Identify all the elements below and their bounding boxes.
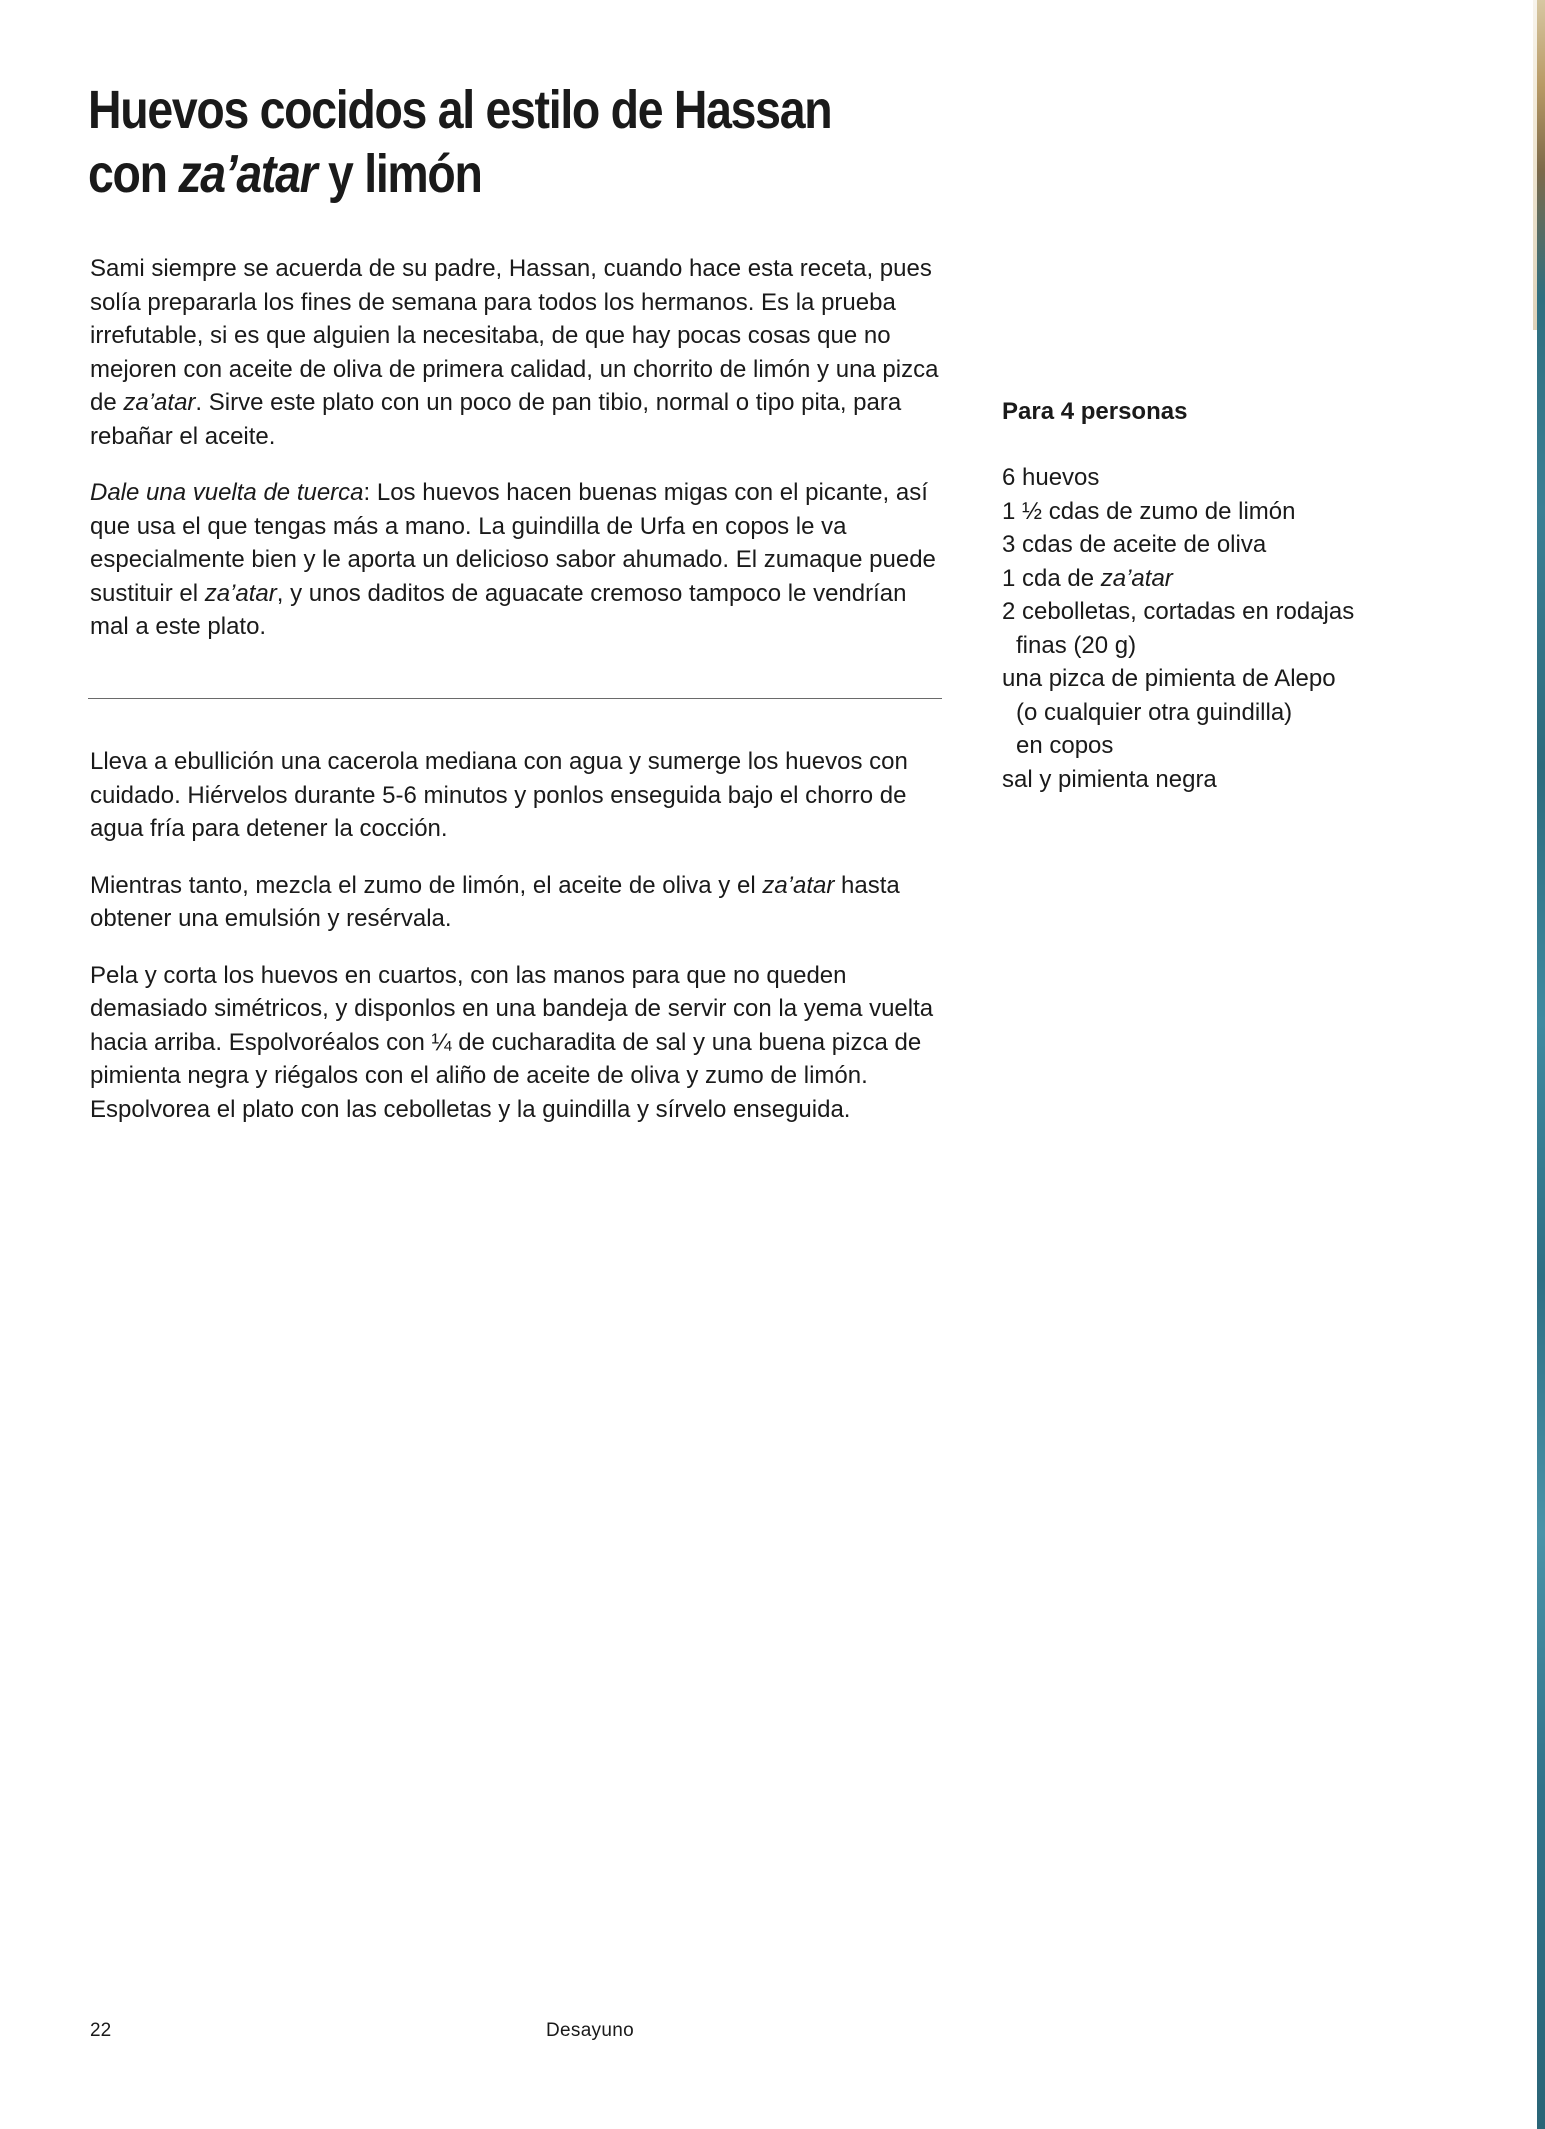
ingredient-item: 1 ½ cdas de zumo de limón [1002,497,1296,525]
ingredient-italic: za’atar [1100,564,1173,592]
intro-p2-italic: Dale una vuelta de tuerca [90,479,364,506]
recipe-title [88,78,862,206]
intro-p1-text-a: Sami siempre se acuerda de su padre, Hassan, cuando hace esta receta, pues solía prepararla los fines de semana para todos los hermanos. Es la prueba irrefutable, si es que alguien la necesitaba, de que hay pocas cosas que no mejoren con aceite de oliva de primera calidad, un chorrito de limón y una pizca de [90,255,939,416]
intro-p2-text-a: : Los huevos hacen buenas migas con el picante, así que usa el que tengas más a mano. La guindilla de Urfa en copos le va especialmente bien y le aporta un delicioso sabor ahumado. El zumaque puede sustituir el [90,479,936,607]
title-line-2-suffix: y limón [316,144,482,204]
ingredient-item-continuation: finas (20 g) [1016,631,1137,659]
ingredient-item-continuation: en copos [1016,732,1114,759]
method-step-2 [90,869,950,936]
ingredient-item: 2 cebolletas, cortadas en rodajas [1002,598,1355,625]
intro-p1-text-b: . Sirve este plato con un poco de pan tibio, normal o tipo pita, para rebañar el aceite. [90,389,902,450]
ingredient-item-continuation: (o cualquier otra guindilla) [1016,698,1293,726]
method-p2-italic: za’atar [762,871,835,899]
ingredient-item [1002,562,1422,596]
intro-paragraph-1 [90,252,950,453]
method-step-1: Lleva a ebullición una cacerola mediana con agua y sumerge los huevos con cuidado. Hiérvelos durante 5-6 minutos y ponlos enseguida bajo el chorro de agua fría para detener la cocción. [90,748,908,842]
title-line-2-italic: za’atar [178,144,317,204]
ingredient-item: 3 cdas de aceite de oliva [1002,531,1267,558]
method-p2-text-a: Mientras tanto, mezcla el zumo de limón, el aceite de oliva y el [90,871,763,899]
ingredient-item: una pizca de pimienta de Alepo [1002,665,1336,692]
recipe-method [90,745,950,1126]
section-name: Desayuno [546,2020,634,2041]
ingredient-item: sal y pimienta negra [1002,765,1217,793]
intro-p2-italic-2: za’atar [204,579,277,607]
servings-heading: Para 4 personas [1002,398,1188,425]
method-step-3: Pela y corta los huevos en cuartos, con las manos para que no queden demasiado simétricos, y disponlos en una bandeja de servir con la yema vuelta hacia arriba. Espolvoréalos con ¼ de cucharadita de sal y una buena pizca de pimienta negra y riégalos con el aliño de aceite de oliva y zumo de limón. Espolvorea el plato con las cebolletas y la guindilla y sírvelo enseguida. [90,961,934,1123]
intro-paragraph-2 [90,476,950,644]
ingredients-list [1002,461,1422,796]
page-number: 22 [90,2020,112,2041]
ingredient-item: 6 huevos [1002,464,1100,491]
ingredient-text: 1 cda de [1002,564,1101,592]
title-line-1: Huevos cocidos al estilo de Hassan [88,80,832,140]
section-divider [88,698,942,699]
title-line-2-prefix: con [88,144,179,204]
recipe-intro [90,252,950,644]
intro-p1-italic: za’atar [123,389,196,416]
adjacent-page-photo-edge [1537,0,1545,2129]
intro-p2-text-b: , y unos daditos de aguacate cremoso tampoco le vendrían mal a este plato. [90,579,907,640]
method-p2-text-b: hasta obtener una emulsión y resérvala. [90,871,900,932]
